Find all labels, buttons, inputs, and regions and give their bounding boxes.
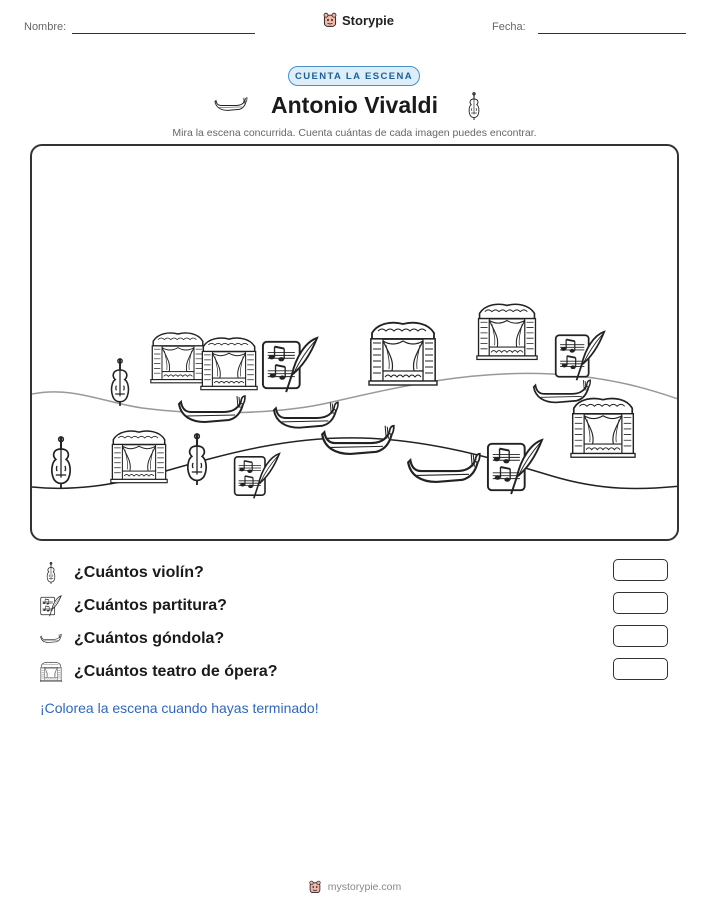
gondola-icon — [179, 396, 245, 422]
question-label: ¿Cuántos violín? — [74, 564, 204, 581]
opera-house-icon — [201, 338, 257, 390]
question-gondola — [40, 627, 224, 651]
storypie-mascot-icon — [322, 12, 338, 28]
date-field[interactable] — [538, 33, 686, 34]
site-footer — [0, 880, 709, 894]
brand-name: Storypie — [342, 12, 395, 28]
name-field[interactable] — [72, 33, 255, 34]
scene-illustration — [32, 146, 679, 541]
sheet-music-icon — [556, 332, 605, 381]
question-sheet-music — [40, 594, 227, 618]
question-label: ¿Cuántos góndola? — [74, 630, 225, 647]
answer-box-gondola[interactable] — [613, 625, 668, 647]
sheet-music-icon — [40, 595, 62, 617]
opera-house-icon — [111, 431, 167, 483]
page-title: Antonio Vivaldi — [271, 92, 438, 118]
gondola-icon — [322, 426, 394, 454]
brand-logo — [322, 12, 394, 28]
gondola-icon — [274, 402, 338, 427]
violin-icon — [52, 437, 70, 488]
question-label: ¿Cuántos partitura? — [74, 597, 227, 614]
instructions: Mira la escena concurrida. Cuenta cuántas de cada imagen puedes encontrar. — [172, 127, 537, 139]
opera-house-icon — [369, 323, 437, 385]
activity-badge: CUENTA LA ESCENA — [288, 66, 420, 86]
name-label: Nombre: — [24, 21, 67, 33]
answer-box-opera-house[interactable] — [613, 658, 668, 680]
violin-icon — [188, 434, 206, 485]
violin-icon — [112, 359, 129, 406]
gondola-icon — [40, 628, 62, 650]
sheet-music-icon — [488, 440, 542, 494]
sheet-music-icon — [263, 338, 317, 392]
storypie-mascot-icon — [308, 880, 322, 894]
coloring-note: ¡Colorea la escena cuando hayas terminado! — [40, 700, 319, 716]
date-label: Fecha: — [492, 21, 526, 33]
question-label: ¿Cuántos teatro de ópera? — [74, 663, 278, 680]
answer-box-sheet-music[interactable] — [613, 592, 668, 614]
gondola-icon — [534, 380, 591, 402]
opera-house-icon — [40, 661, 62, 683]
site-url[interactable]: mystorypie.com — [327, 881, 402, 893]
answer-box-violin[interactable] — [613, 559, 668, 581]
opera-house-icon — [151, 333, 205, 383]
violin-icon — [467, 92, 481, 120]
question-violin — [40, 561, 204, 585]
opera-house-icon — [571, 399, 635, 458]
sheet-music-icon — [235, 454, 280, 499]
gondola-icon — [408, 454, 480, 482]
opera-house-icon — [477, 304, 537, 359]
busy-scene[interactable] — [30, 144, 679, 541]
question-opera-house — [40, 660, 278, 684]
violin-icon — [40, 562, 62, 584]
